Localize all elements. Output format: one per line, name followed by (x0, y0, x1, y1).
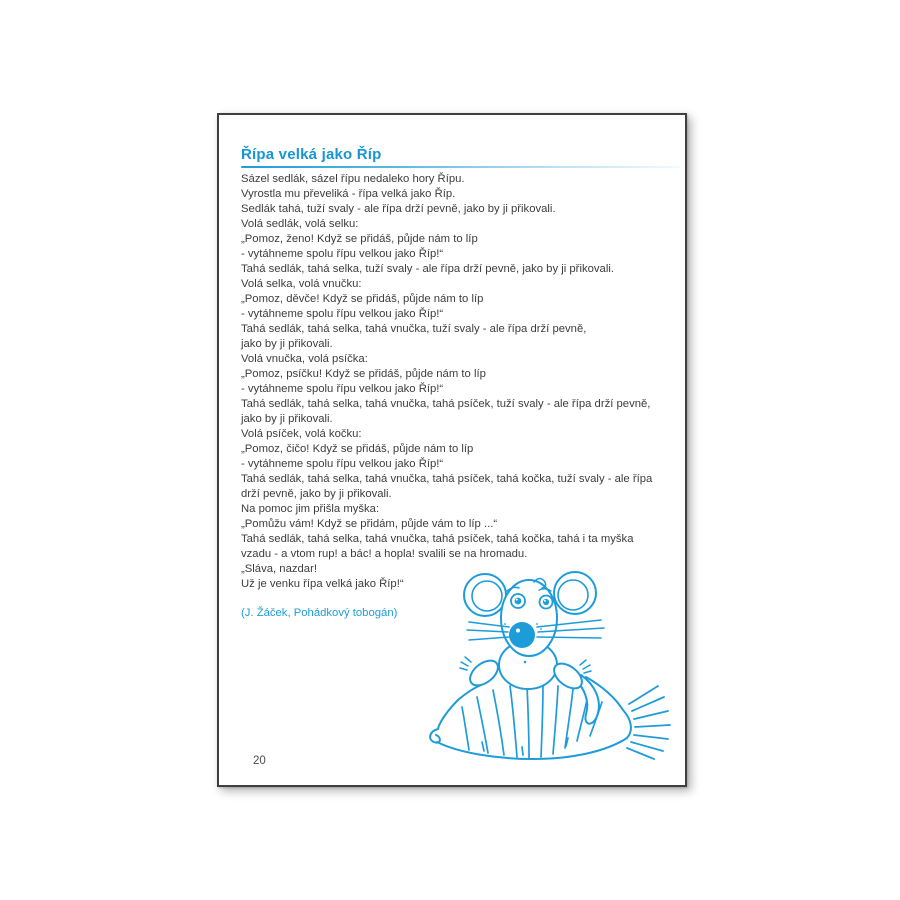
story-line: Tahá sedlák, tahá selka, tahá vnučka, tuží svaly - ale řípa drží pevně, (241, 323, 587, 335)
story-line: Volá selka, volá vnučku: (241, 278, 362, 290)
page-title: Řípa velká jako Říp (241, 146, 382, 163)
mouse-on-turnip-illustration (425, 558, 675, 770)
story-line: - vytáhneme spolu řípu velkou jako Říp!“ (241, 308, 444, 320)
story-line: „Pomoz, ženo! Když se přidáš, půjde nám to líp (241, 233, 478, 245)
story-line: „Sláva, nazdar! (241, 563, 317, 575)
story-line: Vyrostla mu převeliká - řípa velká jako Říp. (241, 188, 456, 200)
story-line: Sedlák tahá, tuží svaly - ale řípa drží pevně, jako by ji přikovali. (241, 203, 556, 215)
story-line: drží pevně, jako by ji přikovali. (241, 488, 392, 500)
story-line: „Pomoz, psíčku! Když se přidáš, půjde nám to líp (241, 368, 486, 380)
story-line: Sázel sedlák, sázel řípu nedaleko hory Řípu. (241, 173, 465, 185)
story-text-block (241, 172, 679, 592)
story-line: Tahá sedlák, tahá selka, tuží svaly - ale řípa drží pevně, jako by ji přikovali. (241, 263, 614, 275)
story-line: - vytáhneme spolu řípu velkou jako Říp!“ (241, 383, 444, 395)
story-line: vzadu - a vtom rup! a bác! a hopla! svalili se na hromadu. (241, 548, 528, 560)
story-line: Volá psíček, volá kočku: (241, 428, 362, 440)
story-line: „Pomůžu vám! Když se přidám, půjde vám to líp ...“ (241, 518, 498, 530)
story-line: - vytáhneme spolu řípu velkou jako Říp!“ (241, 458, 444, 470)
turnip-drawing (430, 677, 670, 759)
story-line: Tahá sedlák, tahá selka, tahá vnučka, tahá psíček, tahá kočka, tuží svaly - ale řípa (241, 473, 653, 485)
title-underline-rule (241, 166, 681, 168)
story-line: Volá vnučka, volá psíčka: (241, 353, 368, 365)
story-line: „Pomoz, čičo! Když se přidáš, půjde nám to líp (241, 443, 474, 455)
story-line: jako by ji přikovali. (241, 338, 333, 350)
book-page (217, 113, 687, 787)
story-line: Na pomoc jim přišla myška: (241, 503, 380, 515)
author-citation: (J. Žáček, Pohádkový tobogán) (241, 607, 398, 619)
story-line: - vytáhneme spolu řípu velkou jako Říp!“ (241, 248, 444, 260)
story-line: „Pomoz, děvče! Když se přidáš, půjde nám to líp (241, 293, 484, 305)
story-line: Volá sedlák, volá selku: (241, 218, 359, 230)
story-line: jako by ji přikovali. (241, 413, 333, 425)
story-line: Tahá sedlák, tahá selka, tahá vnučka, tahá psíček, tuží svaly - ale řípa drží pevně, (241, 398, 651, 410)
story-line: Už je venku řípa velká jako Říp!“ (241, 578, 404, 590)
page-number: 20 (253, 755, 266, 767)
story-line: Tahá sedlák, tahá selka, tahá vnučka, tahá psíček, tahá kočka, tahá i ta myška (241, 533, 634, 545)
